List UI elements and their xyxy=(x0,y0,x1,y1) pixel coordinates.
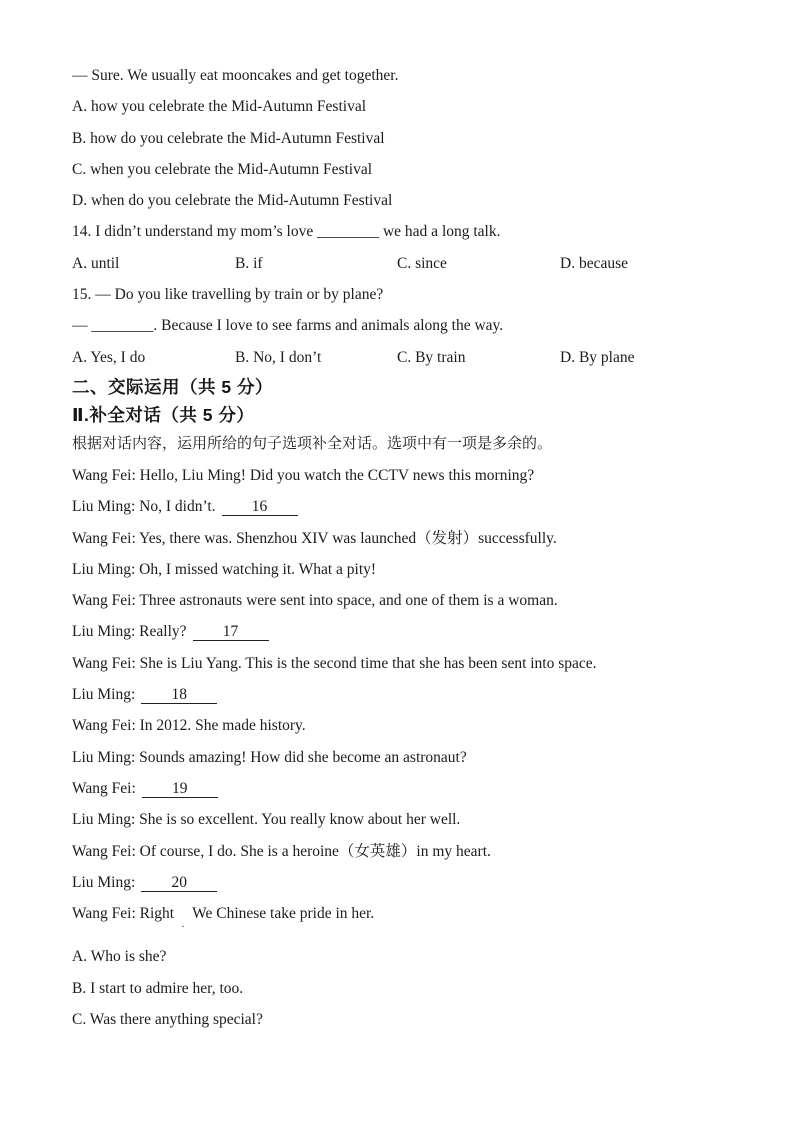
dialogue-text: Wang Fei: Yes, there was. Shenzhou XIV was launched（发射）successfully. xyxy=(72,529,557,547)
choice-list xyxy=(72,941,753,1035)
dialogue-text: Wang Fei: Of course, I do. She is a heroine（女英雄）in my heart. xyxy=(72,842,491,860)
answer-blank-17: 17 xyxy=(193,623,269,641)
dialogue-line xyxy=(72,710,753,741)
dialogue-text: Liu Ming: xyxy=(72,873,136,891)
dialogue-line xyxy=(72,773,753,804)
choice-line: C. Was there anything special? xyxy=(72,1011,263,1029)
q13-option-line: A. how you celebrate the Mid-Autumn Festival xyxy=(72,98,367,116)
q14-option-cell: A. until xyxy=(72,254,120,272)
dialogue-text: We Chinese take pride in her. xyxy=(192,905,375,923)
q15-reply: — ________. Because I love to see farms and animals along the way. xyxy=(72,317,504,335)
q14-options-row xyxy=(72,248,753,279)
answer-blank-20: 20 xyxy=(141,874,217,892)
section-instruction: 根据对话内容，运用所给的句子选项补全对话。选项中有一项是多余的。 xyxy=(72,435,553,452)
q14-option-cell: D. because xyxy=(560,254,628,272)
dialogue-line xyxy=(72,867,753,898)
dialogue-text: Wang Fei: Hello, Liu Ming! Did you watch the CCTV news this morning? xyxy=(72,466,535,484)
dialogue-line xyxy=(72,898,753,930)
answer-blank-16: 16 xyxy=(222,498,298,516)
dialogue-text: Liu Ming: Oh, I missed watching it. What a pity! xyxy=(72,560,377,578)
dialogue-text: Liu Ming: No, I didn’t. xyxy=(72,498,216,516)
q14-option-cell: C. since xyxy=(397,254,447,272)
q13-reply: — Sure. We usually eat mooncakes and get together. xyxy=(72,67,399,84)
q14-option-cell: B. if xyxy=(235,254,263,272)
dialogue xyxy=(72,460,753,930)
dialogue-line xyxy=(72,554,753,585)
dialogue-text: Wang Fei: In 2012. She made history. xyxy=(72,717,306,735)
q13-option-line: D. when do you celebrate the Mid-Autumn Festival xyxy=(72,192,393,210)
q15-option-cell: C. By train xyxy=(397,348,466,366)
dialogue-text: Wang Fei: Right xyxy=(72,905,175,923)
q13-option-line: B. how do you celebrate the Mid-Autumn Festival xyxy=(72,129,385,147)
answer-blank-18: 18 xyxy=(141,686,217,704)
dialogue-line xyxy=(72,585,753,616)
dialogue-text: Wang Fei: She is Liu Yang. This is the second time that she has been sent into space. xyxy=(72,654,597,672)
dialogue-text: Liu Ming: Really? xyxy=(72,623,187,641)
dialogue-text: Liu Ming: xyxy=(72,686,136,704)
answer-blank-19: 19 xyxy=(142,780,218,798)
dialogue-line xyxy=(72,648,753,679)
stray-dot-mark: . xyxy=(181,916,185,931)
q15-option-cell: D. By plane xyxy=(560,348,635,366)
dialogue-text: Wang Fei: xyxy=(72,779,136,797)
dialogue-text: Wang Fei: Three astronauts were sent into space, and one of them is a woman. xyxy=(72,592,558,610)
dialogue-line xyxy=(72,836,753,867)
dialogue-line xyxy=(72,616,753,647)
dialogue-line xyxy=(72,679,753,710)
dialogue-line xyxy=(72,460,753,491)
q15-stem: 15. — Do you like travelling by train or by plane? xyxy=(72,286,384,304)
dialogue-text: Liu Ming: She is so excellent. You really know about her well. xyxy=(72,811,461,829)
dialogue-line xyxy=(72,523,753,554)
q13-option-line: C. when you celebrate the Mid-Autumn Festival xyxy=(72,160,373,178)
choice-line: B. I start to admire her, too. xyxy=(72,979,244,997)
q15-option-cell: A. Yes, I do xyxy=(72,348,146,366)
dialogue-line xyxy=(72,491,753,522)
dialogue-text: Liu Ming: Sounds amazing! How did she become an astronaut? xyxy=(72,748,467,766)
section-heading-sub: Ⅱ.补全对话（共 5 分） xyxy=(72,404,255,425)
section-heading-main: 二、交际运用（共 5 分） xyxy=(72,376,273,397)
choice-line: A. Who is she? xyxy=(72,948,167,966)
q15-options-row xyxy=(72,342,753,373)
dialogue-line xyxy=(72,742,753,773)
q13-options xyxy=(72,91,753,216)
q15-option-cell: B. No, I don’t xyxy=(235,348,322,366)
dialogue-line xyxy=(72,804,753,835)
q14-stem: 14. I didn’t understand my mom’s love ________ we had a long talk. xyxy=(72,223,501,241)
